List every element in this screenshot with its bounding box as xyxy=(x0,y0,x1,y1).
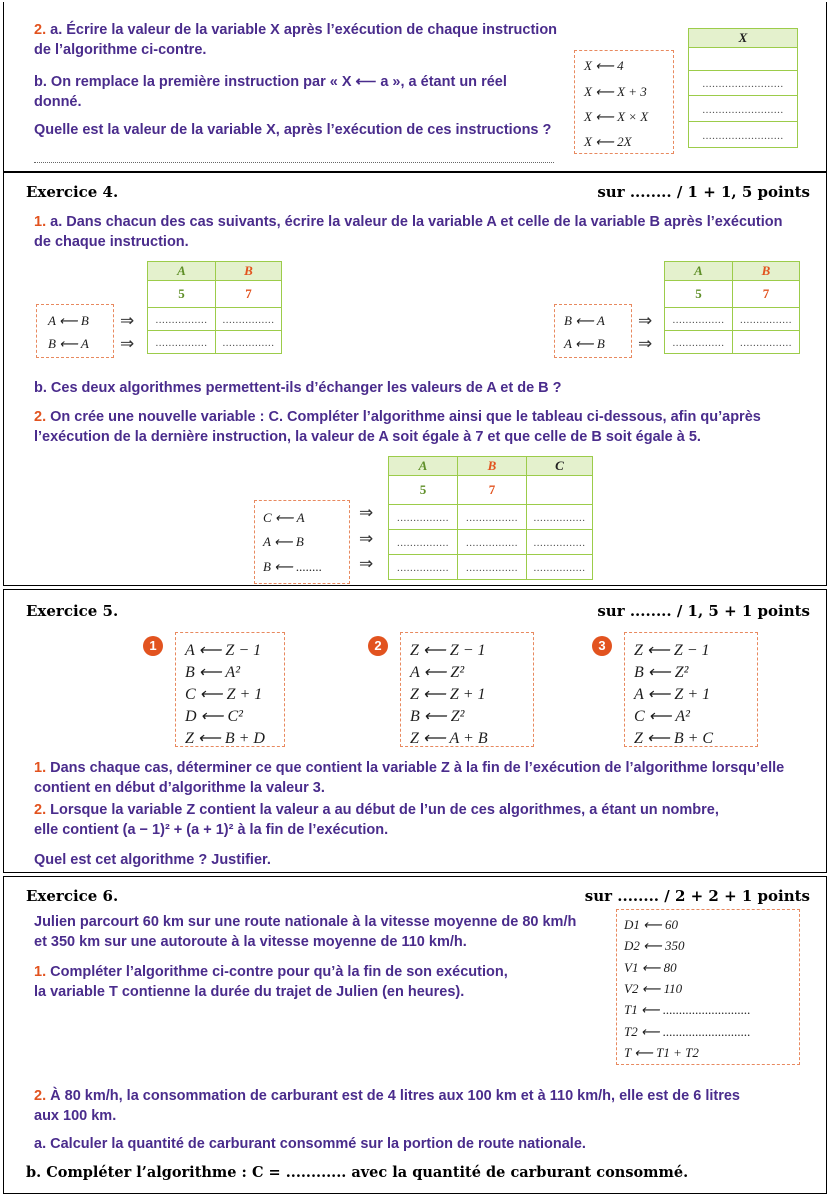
question-2: 2. On crée une nouvelle variable : C. Compléter l’algorithme ainsi que le tableau ci-dessous, afin qu’après xyxy=(34,409,761,425)
question-2: 2. À 80 km/h, la consommation de carburant est de 4 litres aux 100 km et à 110 km/h, elle est de 6 litres xyxy=(34,1088,740,1104)
question-1: 1. Dans chaque cas, déterminer ce que contient la variable Z à la fin de l’exécution de l’algorithme lorsqu’elle xyxy=(34,760,785,776)
algo-line: Z ⟵ Z − 1 xyxy=(634,642,710,659)
answer-dots: ................ xyxy=(397,537,449,549)
value-b: 7 xyxy=(488,482,496,497)
ab-table-right xyxy=(664,261,800,354)
algo-line: B ⟵ A xyxy=(48,336,89,351)
algo-line: A ⟵ B xyxy=(48,313,89,328)
algo-line: X ⟵ 4 xyxy=(584,58,624,73)
question-2-cont: l’exécution de la dernière instruction, la valeur de A soit égale à 7 et que celle de B soit égale à 5. xyxy=(34,429,701,445)
exercise-score: sur ........ / 1 + 1, 5 points xyxy=(597,183,810,201)
algo-line: A ⟵ Z² xyxy=(410,664,465,681)
exercise-title: Exercice 5. xyxy=(26,602,119,620)
algo-line: T2 ⟵ ........................... xyxy=(624,1024,751,1039)
question-2-cont: aux 100 km. xyxy=(34,1108,117,1124)
algo-line: Z ⟵ Z + 1 xyxy=(410,686,486,703)
answer-dots: ......................... xyxy=(702,78,784,90)
implies-arrow: ⇒ xyxy=(359,503,374,523)
answer-dots: ................ xyxy=(466,562,518,574)
question-2: 2. Lorsque la variable Z contient la valeur a au début de l’un de ces algorithmes, a étant un nombre, xyxy=(34,802,719,818)
section-exercise-4 xyxy=(3,172,827,586)
question-1-cont: la variable T contienne la durée du trajet de Julien (en heures). xyxy=(34,984,465,1000)
answer-dots: ................ xyxy=(466,537,518,549)
algo-line: B ⟵ Z² xyxy=(634,664,689,681)
implies-arrow: ⇒ xyxy=(638,311,653,331)
answer-dots: ................ xyxy=(740,337,792,349)
answer-dots: ................ xyxy=(397,512,449,524)
header-b: B xyxy=(733,262,800,281)
algo-line: X ⟵ X × X xyxy=(584,109,649,124)
implies-arrow: ⇒ xyxy=(359,554,374,574)
answer-dots: ................ xyxy=(672,337,725,349)
algo-line: B ⟵ A² xyxy=(185,664,240,681)
value-a: 5 xyxy=(178,286,185,301)
answer-dots: ................ xyxy=(222,314,275,326)
algo-line: V1 ⟵ 80 xyxy=(624,960,677,975)
question-2b: b. On remplace la première instruction par « X ⟵ a », a étant un réel xyxy=(34,74,507,90)
answer-dots: ......................... xyxy=(702,103,784,116)
answer-dots: ................ xyxy=(672,314,725,326)
exercise-score: sur ........ / 2 + 2 + 1 points xyxy=(584,887,810,905)
header-a: A xyxy=(148,262,216,281)
value-a: 5 xyxy=(695,286,702,301)
algo-line: C ⟵ Z + 1 xyxy=(185,686,263,703)
algo-line: T ⟵ T1 + T2 xyxy=(624,1045,699,1060)
algo-line: A ⟵ B xyxy=(564,336,605,351)
algo-line: C ⟵ A² xyxy=(634,708,690,725)
answer-dots: ................ xyxy=(533,562,586,574)
algo-line: B ⟵ A xyxy=(564,313,605,328)
value-a: 5 xyxy=(419,482,427,497)
algo-line: D ⟵ C² xyxy=(185,708,243,725)
exercise-title: Exercice 4. xyxy=(26,183,119,201)
implies-arrow: ⇒ xyxy=(120,311,135,331)
algo-line: B ⟵ Z² xyxy=(410,708,465,725)
algo-line: C ⟵ A xyxy=(263,510,305,525)
question-1: 1. Compléter l’algorithme ci-contre pour qu’à la fin de son exécution, xyxy=(34,964,508,980)
answer-line xyxy=(34,162,554,163)
header-b: B xyxy=(458,457,527,476)
value-b: 7 xyxy=(762,286,770,301)
x-value-table xyxy=(688,28,798,148)
label-3: 3 xyxy=(592,636,612,656)
algo-line: A ⟵ Z − 1 xyxy=(185,642,262,659)
question-2a-cont: de l’algorithme ci-contre. xyxy=(34,42,207,58)
exercise-score: sur ........ / 1, 5 + 1 points xyxy=(597,602,810,620)
algo-line: Z ⟵ A + B xyxy=(410,730,488,747)
answer-dots: ................ xyxy=(466,512,518,524)
algo-line: A ⟵ B xyxy=(263,534,304,549)
section-exercise-5 xyxy=(3,589,827,873)
question-1-cont: contient en début d’algorithme la valeur 3. xyxy=(34,780,325,796)
answer-dots: ................ xyxy=(397,562,449,574)
algo-line: X ⟵ X + 3 xyxy=(584,84,647,99)
question-2b-ask: Quelle est la valeur de la variable X, après l’exécution de ces instructions ? xyxy=(34,122,552,138)
implies-arrow: ⇒ xyxy=(638,334,653,354)
label-1: 1 xyxy=(143,636,163,656)
algo-line: X ⟵ 2X xyxy=(584,134,632,149)
exercise-title: Exercice 6. xyxy=(26,887,119,905)
question-1b: b. Ces deux algorithmes permettent-ils d’échanger les valeurs de A et de B ? xyxy=(34,380,562,396)
intro-line-2: et 350 km sur une autoroute à la vitesse moyenne de 110 km/h. xyxy=(34,934,467,950)
algo-line: Z ⟵ B + C xyxy=(634,730,714,747)
question-2a: a. Calculer la quantité de carburant consommé sur la portion de route nationale. xyxy=(34,1136,586,1152)
algo-line: A ⟵ Z + 1 xyxy=(634,686,711,703)
answer-dots: ................ xyxy=(222,337,275,349)
section-previous-exercise xyxy=(3,2,827,172)
value-b: 7 xyxy=(245,286,252,301)
answer-dots: ................ xyxy=(155,337,208,349)
header-x: X xyxy=(689,29,798,48)
question-2-cont: elle contient (a − 1)² + (a + 1)² à la fin de l’exécution. xyxy=(34,822,389,838)
question-1a: 1. a. Dans chacun des cas suivants, écrire la valeur de la variable A et celle de la variable B après l’exécution xyxy=(34,214,783,230)
ab-table-left xyxy=(147,261,282,354)
question-2a: 2. a. Écrire la valeur de la variable X après l’exécution de chaque instruction xyxy=(34,22,558,38)
answer-dots: ................ xyxy=(533,512,586,524)
question-2b: b. Compléter l’algorithme : C = ............ avec la quantité de carburant consommé. xyxy=(26,1164,689,1181)
algo-line: V2 ⟵ 110 xyxy=(624,981,683,996)
abc-table xyxy=(388,456,593,580)
question-1a-cont: de chaque instruction. xyxy=(34,234,189,250)
algo-line: Z ⟵ B + D xyxy=(185,730,265,747)
section-exercise-6 xyxy=(3,876,827,1194)
empty-cell xyxy=(527,476,593,505)
header-a: A xyxy=(665,262,733,281)
question-2-ask: Quel est cet algorithme ? Justifier. xyxy=(34,852,271,868)
answer-dots: ................ xyxy=(740,314,792,326)
header-a: A xyxy=(389,457,458,476)
label-2: 2 xyxy=(368,636,388,656)
algo-line: T1 ⟵ ........................... xyxy=(624,1002,751,1017)
algo-line: D2 ⟵ 350 xyxy=(624,938,685,953)
intro-line-1: Julien parcourt 60 km sur une route nationale à la vitesse moyenne de 80 km/h xyxy=(34,914,577,930)
answer-dots: ................ xyxy=(533,537,586,549)
question-2b-cont: donné. xyxy=(34,94,82,110)
implies-arrow: ⇒ xyxy=(359,529,374,549)
implies-arrow: ⇒ xyxy=(120,334,135,354)
header-b: B xyxy=(216,262,282,281)
answer-dots: ................ xyxy=(155,314,208,326)
algo-line: B ⟵ ........ xyxy=(263,559,323,574)
answer-dots: ......................... xyxy=(702,129,784,142)
header-c: C xyxy=(527,457,593,476)
empty-cell xyxy=(689,48,798,71)
algo-line: Z ⟵ Z − 1 xyxy=(410,642,486,659)
algo-line: D1 ⟵ 60 xyxy=(624,917,679,932)
